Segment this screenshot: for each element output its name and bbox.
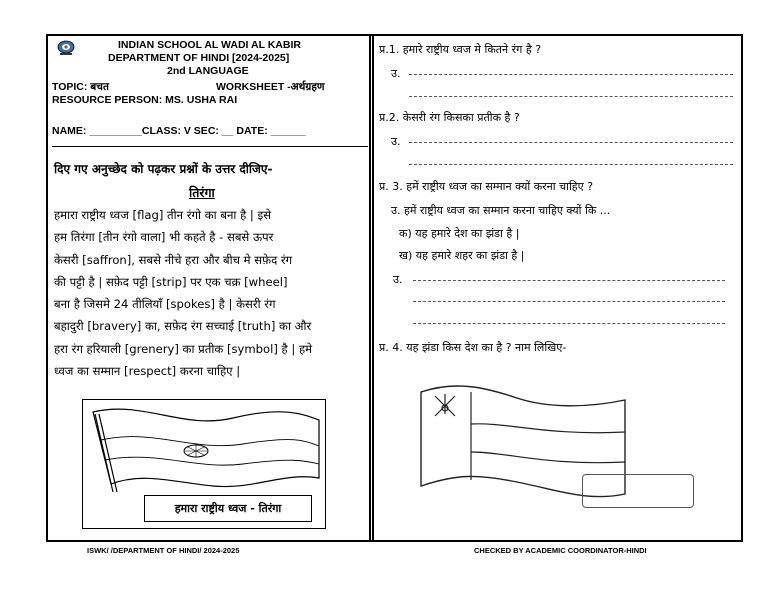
language-label: 2nd LANGUAGE (167, 65, 249, 77)
question-4: प्र. 4. यह झंडा किस देश का है ? नाम लिखिए- (379, 341, 567, 354)
question-2: प्र.2. केसरी रंग किसका प्रतीक है ? (379, 111, 520, 124)
emblem-icon (435, 394, 455, 416)
worksheet-label: WORKSHEET -अर्थग्रहण (216, 81, 325, 93)
indian-flag-illustration (82, 399, 326, 529)
answer-3-line[interactable] (413, 323, 725, 324)
answer-2-prefix: उ. (391, 135, 401, 148)
answer-1-line[interactable] (409, 96, 733, 97)
instruction: दिए गए अनुच्छेद को पढ़कर प्रश्नों के उत्तर दीजिए- (54, 162, 273, 176)
department-title: DEPARTMENT OF HINDI [2024-2025] (108, 52, 290, 64)
header-divider (52, 146, 368, 147)
passage-line: हमारा राष्ट्रीय ध्वज [flag] तीन रंगो का बना है | इसे (54, 208, 272, 222)
passage (54, 204, 366, 382)
school-name: INDIAN SCHOOL AL WADI AL KABIR (118, 39, 301, 51)
passage-line: केसरी [saffron], सबसे नीचे हरा और बीच मे सफ़ेद रंग (54, 252, 293, 267)
column-divider (369, 36, 374, 540)
passage-line: बहादुरी [bravery] का, सफ़ेद रंग सच्चाई [truth] का और (54, 319, 312, 334)
question-1: प्र.1. हमारे राष्ट्रीय ध्वज मे कितने रंग है ? (379, 43, 542, 56)
resource-person: RESOURCE PERSON: MS. USHA RAI (52, 94, 238, 106)
tiranga-flag-icon (83, 400, 325, 495)
answer-3-line[interactable] (413, 301, 725, 302)
left-column (48, 36, 369, 540)
passage-title: तिरंगा (189, 185, 215, 200)
answer-box[interactable] (582, 474, 694, 508)
question-3-option-a: क) यह हमारे देश का झंडा है | (399, 227, 520, 240)
footer-left: ISWK/ /DEPARTMENT OF HINDI/ 2024-2025 (87, 546, 240, 555)
answer-2-line[interactable] (409, 142, 733, 143)
topic-label: TOPIC: बचत (52, 81, 109, 93)
student-info-line: NAME: _________CLASS: V SEC: __ DATE: ______ (52, 125, 306, 137)
answer-1-prefix: उ. (391, 67, 401, 80)
worksheet-frame (46, 34, 743, 542)
passage-line: हम तिरंगा [तीन रंगो वाला] भी कहते है - सबसे ऊपर (54, 230, 274, 245)
passage-line: बना है जिसमे 24 तीलियाँ [spokes] है | केसरी रंग (54, 297, 276, 312)
answer-2-line[interactable] (409, 164, 733, 165)
passage-line: की पट्टी है | सफ़ेद पट्टी [strip] पर एक चक्र [wheel] (54, 274, 288, 289)
answer-1-line[interactable] (409, 74, 733, 75)
school-logo-icon (56, 40, 76, 56)
right-column (379, 36, 741, 540)
question-3-option-b: ख) यह हमारे शहर का झंडा है | (399, 249, 525, 262)
footer-right: CHECKED BY ACADEMIC COORDINATOR-HINDI (474, 546, 647, 555)
question-3-hint: उ. हमें राष्ट्रीय ध्वज का सम्मान करना चाहिए क्यों कि ... (391, 204, 611, 217)
answer-3-prefix: उ. (393, 273, 403, 286)
flag-caption: हमारा राष्ट्रीय ध्वज - तिरंगा (144, 495, 312, 522)
question-3: प्र. 3. हमें राष्ट्रीय ध्वज का सम्मान क्यों करना चाहिए ? (379, 180, 594, 193)
passage-line: ध्वज का सम्मान [respect] करना चाहिए | (54, 364, 241, 379)
answer-3-line[interactable] (413, 280, 725, 281)
passage-line: हरा रंग हरियाली [grenery] का प्रतीक [symbol] है | हमे (54, 341, 313, 356)
